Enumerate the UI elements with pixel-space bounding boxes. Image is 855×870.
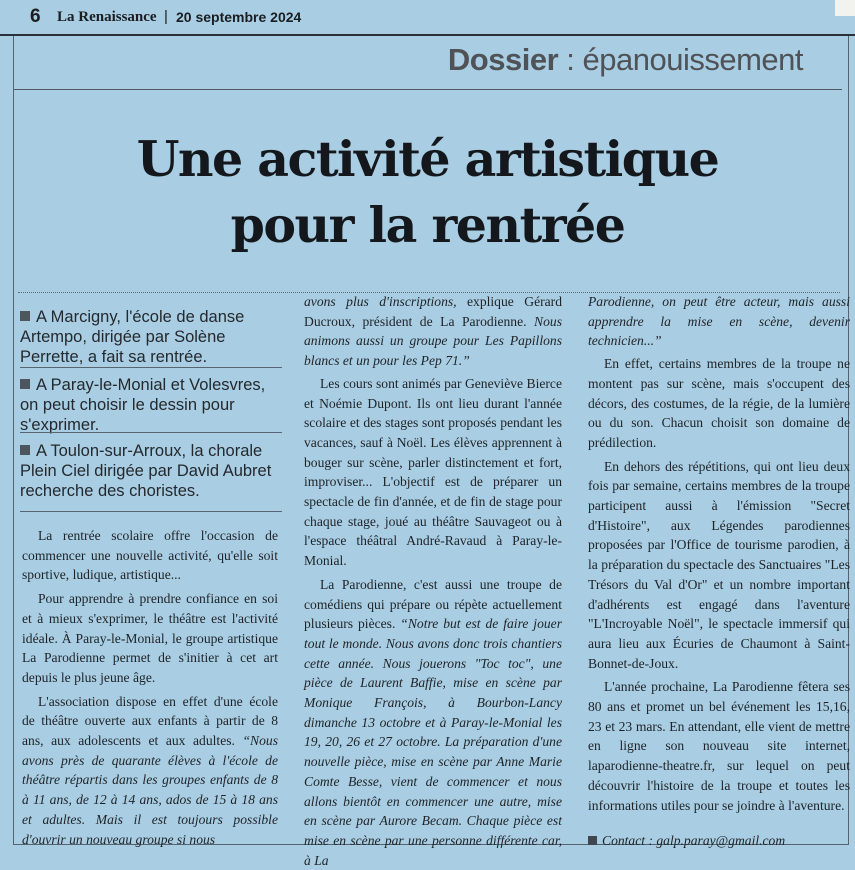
- paragraph: [304, 292, 562, 371]
- bullet-divider: [20, 432, 282, 433]
- page-corner: [835, 0, 855, 16]
- paragraph: [304, 575, 562, 870]
- quote-text: Parodienne, on peut être acteur, mais aussi apprendre la mise en scène, devenir technicien...”: [588, 294, 850, 349]
- bullet-divider: [20, 367, 282, 368]
- paragraph: L'année prochaine, La Parodienne fêtera ses 80 ans et promet un bel événement les 15,16, 23 et 23 mars. En attendant, elle vient de mettre en ligne son nouveau site internet, laparodienne-theatre.fr, sur lequel on peut découvrir l'histoire de la troupe et toutes les informations utiles pour se joindre à l'aventure.: [588, 679, 850, 813]
- article-column-1: [22, 526, 278, 849]
- paragraph: En effet, certains membres de la troupe ne montent pas sur scène, mais s'occupent des décors, des costumes, de la régie, de la lumière ou du son. Chacun choisit son domaine de prédilection.: [588, 356, 850, 450]
- paragraph: La rentrée scolaire offre l'occasion de commencer une nouvelle activité, qu'elle soit sportive, ludique, artistique...: [22, 528, 278, 583]
- page-header: [0, 6, 855, 36]
- bullet-square-icon: [20, 311, 30, 321]
- bullet-text: A Paray-le-Monial et Volesvres, on peut choisir le dessin pour s'exprimer.: [20, 376, 266, 434]
- paragraph-text: explique Gérard Ducroux, président de La Parodienne.: [304, 294, 562, 329]
- header-separator: |: [164, 8, 168, 25]
- section-separator: :: [558, 42, 583, 77]
- headline-line-1: Une activité artistique: [136, 130, 719, 188]
- summary-bullet: [20, 441, 282, 501]
- bullet-text: A Marcigny, l'école de danse Artempo, dirigée par Solène Perrette, a fait sa rentrée.: [20, 308, 245, 366]
- page-number: 6: [30, 6, 41, 27]
- paragraph: Les cours sont animés par Geneviève Bierce et Noémie Dupont. Ils ont lieu durant l'année scolaire et des stages sont proposés pendant les vacances, sauf à Noël. Les élèves apprennent à bouger sur scène, parler distinctement et fort, improviser... L'objectif est de préparer un spectacle de fin d'année, et de fin de stage pour chaque stage, joué au théâtre Sauvageot ou à l'espace théâtral André-Ravaud à Paray-le-Monial.: [304, 375, 562, 569]
- quote-text: Nous animons aussi un groupe pour Les Papillons blancs et un pour les Pep 71.”: [304, 313, 562, 369]
- bullet-divider: [20, 511, 282, 512]
- contact-email: Contact : galp.paray@gmail.com: [602, 833, 786, 849]
- paragraph: Pour apprendre à prendre confiance en soi et à mieux s'exprimer, le théâtre est l'activité idéale. À Paray-le-Monial, le groupe artistique La Parodienne permet de s'initier à cet art depuis le plus jeune âge.: [22, 591, 278, 685]
- issue-date: 20 septembre 2024: [176, 9, 302, 25]
- section-topic: épanouissement: [582, 42, 803, 77]
- headline-line-2: pour la rentrée: [230, 196, 625, 254]
- paragraph-text: La Parodienne, c'est aussi une troupe de comédiens qui prépare ou répète actuellement plusieurs pièces.: [304, 576, 562, 632]
- paragraph-text: L'association dispose en effet d'une école de théâtre ouverte aux enfants à partir de 8 ans, aux adolescents et aux adultes.: [22, 693, 278, 749]
- summary-bullet: [20, 375, 282, 435]
- bullet-text: A Toulon-sur-Arroux, la chorale Plein Ciel dirigée par David Aubret recherche des choristes.: [20, 442, 272, 500]
- quote-text: avons plus d'inscriptions,: [304, 294, 457, 309]
- section-heading: [448, 42, 803, 78]
- section-rule: [14, 89, 842, 90]
- article-column-3: [588, 292, 850, 851]
- publication-name: La Renaissance: [57, 9, 157, 25]
- bullet-square-icon: [20, 379, 30, 389]
- paragraph: En dehors des répétitions, qui ont lieu deux fois par semaine, certains membres de la troupe participent aussi à l'émission "Secret d'Histoire", aux Légendes parodiennes proposées par l'Office de tourisme parodien, à la préparation du spectacle des Sanctuaires "Les Trésors du Val d'Or" et un nombre important d'adhérents est engagé dans l'aventure "L'Incroyable Noël", le spectacle immersif qui aura lieu aux Écuries de Chaumont à Saint-Bonnet-de-Joux.: [588, 458, 850, 671]
- quote-text: “Nous avons près de quarante élèves à l'école de théâtre répartis dans les groupes enfants de 8 à 11 ans, de 12 à 14 ans, ados de 15 à 18 ans et adultes. Mais il est toujours possible d'ouvrir un nouveau groupe si nous: [22, 733, 278, 847]
- paragraph: [22, 692, 278, 850]
- bullet-square-icon: [588, 836, 597, 845]
- article-column-2: [304, 292, 562, 870]
- section-label: Dossier: [447, 42, 559, 77]
- contact-line: [588, 831, 850, 851]
- article-headline: [0, 126, 855, 258]
- quote-text: “Notre but est de faire jouer tout le monde. Nous avons donc trois chantiers cette année. Nous jouerons "Toc toc", une pièce de Laurent Baffie, mise en scène par Monique François, à Bourbon-Lancy dimanche 13 octobre et à Paray-le-Monial les 19, 20, 26 et 27 octobre. La préparation d'une nouvelle pièce, mise en scène par Anne Marie Comte Besse, vient de commencer et nous allons bientôt en commencer une autre, mise en scène par Aurore Becam. Chaque pièce est mise en scène par une personne différente car, à La: [304, 616, 562, 868]
- summary-bullet: [20, 307, 282, 367]
- bullet-square-icon: [20, 445, 30, 455]
